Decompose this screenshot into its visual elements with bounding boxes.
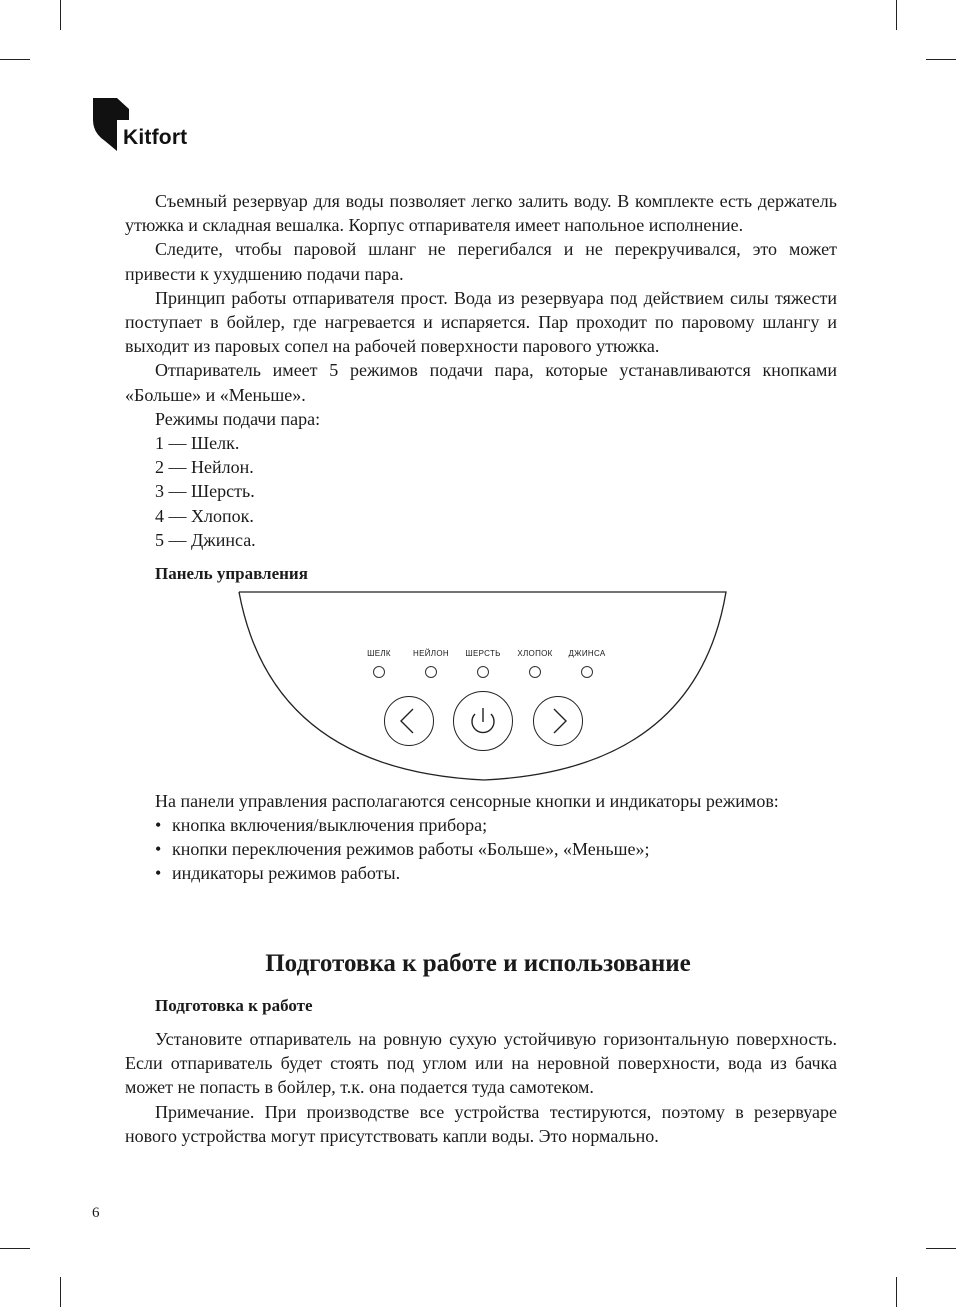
mode-list-item: 3 — Шерсть. [155,481,255,502]
mode-label-denim: ДЖИНСА [568,649,606,658]
panel-description-intro: На панели управления располагаются сенсорные кнопки и индикаторы режимов: [155,791,779,811]
indicator-nylon [425,666,437,678]
crop-mark [60,1277,61,1307]
chevron-right-icon [534,697,582,745]
page-number: 6 [92,1205,100,1221]
indicator-denim [581,666,593,678]
crop-mark [926,1248,956,1249]
control-panel-diagram [236,590,730,785]
paragraph: Принцип работы отпаривателя прост. Вода из резервуара под действием силы тяжести поступает в бойлер, где нагревается и испаряется. Пар проходит по паровому шлангу и выходит из паровых сопел на рабочей поверхности парового утюжка. [125,287,837,357]
panel-features-list [155,813,649,886]
mode-label-cotton: ХЛОПОК [517,649,553,658]
mode-label-nylon: НЕЙЛОН [413,649,449,658]
section-title: Подготовка к работе и использование [265,950,691,977]
crop-mark [926,59,956,60]
section-text [125,1027,837,1148]
list-item: • индикаторы режимов работы. [155,861,649,885]
crop-mark [60,0,61,30]
panel-heading: Панель управления [155,564,308,583]
paragraph: Отпариватель имеет 5 режимов подачи пара, которые устанавливаются кнопками «Больше» и «Меньше». [125,360,837,405]
paragraph: Следите, чтобы паровой шланг не перегибался и не перекручивался, это может привести к ухудшению подачи пара. [125,239,837,284]
paragraph: Примечание. При производстве все устройства тестируются, поэтому в резервуаре нового устройства могут присутствовать капли воды. Это нормально. [125,1101,837,1146]
section-subheading: Подготовка к работе [155,996,313,1015]
crop-mark [896,0,897,30]
mode-list-item: 5 — Джинса. [155,529,256,550]
crop-mark [0,1248,30,1249]
list-item: • кнопка включения/выключения прибора; [155,813,649,837]
paragraph: Съемный резервуар для воды позволяет легко залить воду. В комплекте есть держатель утюжка и складная вешалка. Корпус отпаривателя имеет напольное исполнение. [125,191,837,236]
power-icon [454,692,512,750]
power-button[interactable] [453,691,513,751]
less-button[interactable] [384,696,434,746]
mode-list-item: 1 — Шелк. [155,433,240,454]
mode-label-wool: ШЕРСТЬ [465,649,501,658]
kitfort-logo [93,98,203,158]
modes-heading: Режимы подачи пара: [155,408,321,429]
crop-mark [896,1277,897,1307]
more-button[interactable] [533,696,583,746]
mode-list-item: 4 — Хлопок. [155,505,254,526]
brand-name: Kitfort [123,126,188,149]
mode-list-item: 2 — Нейлон. [155,457,254,478]
intro-text [125,189,837,552]
chevron-left-icon [385,697,433,745]
indicator-cotton [529,666,541,678]
panel-outline [236,590,730,785]
panel-description [125,789,837,813]
indicator-wool [477,666,489,678]
indicator-silk [373,666,385,678]
list-item: • кнопки переключения режимов работы «Больше», «Меньше»; [155,837,649,861]
mode-label-silk: ШЕЛК [367,649,391,658]
paragraph: Установите отпариватель на ровную сухую устойчивую горизонтальную поверхность. Если отпариватель будет стоять под углом или на неровной поверхности, вода из бачка может не попасть в бойлер, т.к. она подается туда самотеком. [125,1029,837,1098]
crop-mark [0,59,30,60]
